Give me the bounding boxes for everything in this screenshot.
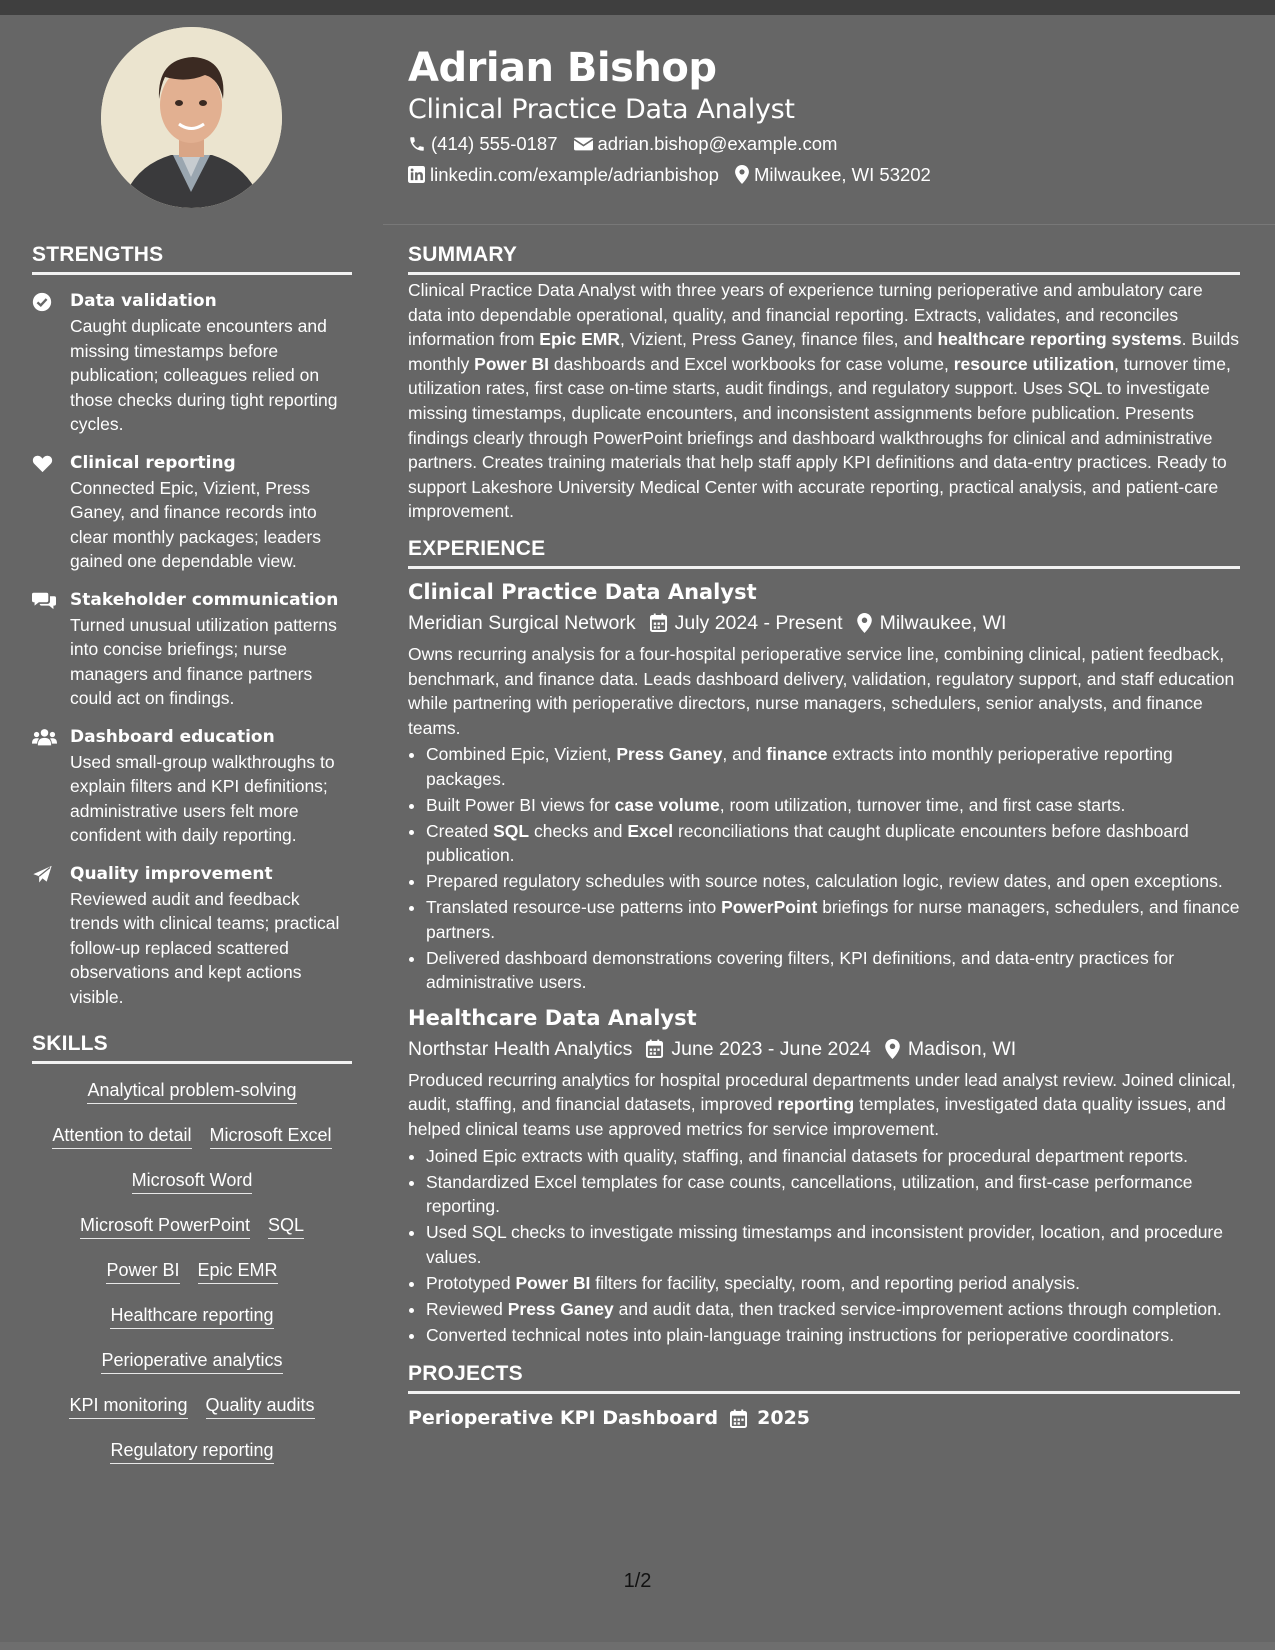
text-run: Prototyped (426, 1272, 516, 1293)
project-year: 2025 (757, 1407, 811, 1430)
text-run: Joined Epic extracts with quality, staffing, and financial datasets for procedural department reports. (426, 1145, 1188, 1166)
bold-keyword: PowerPoint (721, 897, 818, 918)
text-run: extracts into monthly perioperative reporting packages. (426, 744, 1173, 789)
strength-desc: Reviewed audit and feedback trends with clinical teams; practical follow-up replaced scattered observations and kept actions visible. (70, 888, 340, 1007)
envelope-icon (574, 136, 593, 152)
text-run: briefings for nurse managers, schedulers, and finance partners. (426, 897, 1240, 942)
calendar-icon (650, 613, 667, 632)
job-entry (408, 1003, 1240, 1347)
bold-keyword: SQL (493, 820, 530, 841)
job-bullet (426, 1220, 1240, 1269)
text-run: Standardized Excel templates for case counts, cancellations, utilization, and first-case performance reporting. (426, 1171, 1193, 1217)
job-bullet (426, 946, 1240, 995)
candidate-title: Clinical Practice Data Analyst (408, 94, 795, 125)
summary-heading: SUMMARY (408, 243, 518, 266)
phone-text: (414) 555-0187 (431, 133, 558, 154)
skill-tag: Attention to detail (52, 1123, 191, 1149)
strength-item (32, 725, 352, 848)
linkedin-contact[interactable] (408, 159, 719, 190)
job-title: Healthcare Data Analyst (408, 1005, 697, 1030)
calendar-icon (646, 1039, 663, 1058)
job-company: Northstar Health Analytics (408, 1037, 633, 1060)
text-run: Produced recurring analytics for hospital procedural departments under lead analyst review. Joined clinical, audit, staffing, and financial datasets, improved (408, 1069, 1236, 1115)
linkedin-icon (408, 166, 425, 183)
bold-keyword: resource utilization (953, 353, 1115, 374)
job-description (408, 642, 1240, 740)
text-run: Created (426, 820, 494, 841)
bold-keyword: finance (766, 744, 828, 765)
top-bar (0, 0, 1275, 15)
bold-keyword: Excel (627, 820, 674, 841)
bold-keyword: case volume (614, 794, 720, 815)
job-dates: July 2024 - Present (650, 607, 843, 639)
heart-icon (32, 454, 53, 473)
text-run: Converted technical notes into plain-language training instructions for perioperative coordinators. (426, 1324, 1175, 1345)
skill-row (32, 1168, 352, 1213)
job-bullet (426, 895, 1240, 944)
job-title: Clinical Practice Data Analyst (408, 579, 757, 604)
bold-keyword: Power BI (474, 353, 550, 374)
job-entry (408, 577, 1240, 995)
candidate-name: Adrian Bishop (408, 45, 717, 91)
skills-heading: SKILLS (32, 1032, 108, 1055)
comments-icon (32, 591, 56, 610)
skill-tag: SQL (268, 1213, 304, 1239)
strength-item (32, 862, 352, 1010)
skill-tag: Microsoft Excel (210, 1123, 332, 1149)
text-run: Clinical Practice Data Analyst with three years of experience turning perioperative and ambulatory care data into dependable operational, quality, and financial reporting. Extracts, validates, and reconciles information from (408, 280, 1203, 350)
projects-rule (408, 1391, 1240, 1394)
skills-list (32, 1078, 352, 1483)
job-meta (408, 1033, 1240, 1065)
job-bullet (426, 742, 1240, 791)
strength-item (32, 588, 352, 711)
job-bullet (426, 1271, 1240, 1296)
text-run: templates, investigated data quality issues, and helped clinical teams use approved metrics for service improvement. (408, 1094, 1226, 1139)
job-description (408, 1068, 1240, 1142)
project-title: Perioperative KPI Dashboard (408, 1407, 719, 1430)
skill-row (32, 1123, 352, 1168)
email-contact[interactable] (574, 128, 838, 159)
skill-row (32, 1213, 352, 1258)
job-dates: June 2023 - June 2024 (646, 1033, 871, 1065)
job-company: Meridian Surgical Network (408, 611, 636, 634)
skill-tag: Healthcare reporting (110, 1303, 273, 1329)
job-bullets (408, 742, 1240, 995)
strength-title: Dashboard education (70, 726, 275, 747)
phone-icon (408, 135, 426, 153)
bold-keyword: healthcare reporting systems (937, 329, 1182, 350)
text-run: reconciliations that caught duplicate encounters before dashboard publication. (426, 820, 1189, 866)
footer-strip (0, 1642, 1275, 1650)
bold-keyword: Press Ganey (507, 1298, 614, 1319)
skill-tag: Epic EMR (198, 1258, 278, 1284)
text-run: Built Power BI views for (426, 794, 615, 815)
bold-keyword: Press Ganey (616, 744, 723, 765)
bold-keyword: reporting (777, 1094, 855, 1115)
job-bullet (426, 1170, 1240, 1219)
text-run: and audit data, then tracked service-improvement actions through completion. (613, 1298, 1222, 1319)
skill-row (32, 1078, 352, 1123)
skills-rule (32, 1061, 352, 1064)
strengths-list (32, 289, 352, 1009)
profile-photo (101, 27, 282, 208)
text-run: Owns recurring analysis for a four-hospital perioperative service line, combining clinical, patient feedback, benchmark, and finance data. Leads dashboard delivery, validation, regulatory support, and staff education while partnering with perioperative directors, nurse managers, schedulers, senior analysts, and finance teams. (408, 643, 1235, 738)
email-text: adrian.bishop@example.com (597, 133, 838, 154)
text-run: , turnover time, utilization rates, first case on-time starts, audit findings, and regulatory support. Uses SQL to investigate missing timestamps, duplicate encounters, and inconsistent assignments before publication. Presents findings clearly through PowerPoint briefings and dashboard walkthroughs for clinical and administrative partners. Creates training materials that help staff apply KPI definitions and data-entry practices. Ready to support Lakeshore University Medical Center with accurate reporting, practical analysis, and patient-care improvement. (408, 353, 1231, 522)
skill-tag: Regulatory reporting (110, 1438, 273, 1464)
experience-rule (408, 566, 1240, 569)
text-run: , Vizient, Press Ganey, finance files, and (620, 329, 938, 350)
left-column (32, 240, 352, 1483)
page-number: 1/2 (623, 1570, 652, 1592)
job-bullet (426, 1323, 1240, 1348)
experience-heading: EXPERIENCE (408, 536, 546, 560)
text-run: Delivered dashboard demonstrations covering filters, KPI definitions, and data-entry practices for administrative users. (426, 947, 1175, 993)
skill-tag: Quality audits (206, 1393, 315, 1419)
linkedin-text: linkedin.com/example/adrianbishop (430, 164, 719, 185)
job-location: Madison, WI (885, 1033, 1016, 1065)
text-run: Prepared regulatory schedules with source notes, calculation logic, review dates, and open exceptions. (426, 871, 1223, 892)
strength-desc: Used small-group walkthroughs to explain filters and KPI definitions; administrative users felt more confident with daily reporting. (70, 751, 335, 845)
strength-title: Quality improvement (70, 863, 273, 884)
bold-keyword: Power BI (515, 1272, 591, 1293)
strength-desc: Caught duplicate encounters and missing timestamps before publication; colleagues relied on those checks during tight reporting cycles. (70, 316, 338, 434)
map-marker-icon (735, 165, 749, 184)
skill-tag: Power BI (106, 1258, 179, 1284)
skill-tag: KPI monitoring (69, 1393, 187, 1419)
strength-item (32, 289, 352, 437)
strength-item (32, 451, 352, 574)
skill-row (32, 1303, 352, 1348)
summary-text (408, 278, 1240, 524)
text-run: Combined Epic, Vizient, (426, 744, 617, 765)
skill-tag: Microsoft Word (132, 1168, 253, 1194)
header (408, 44, 1228, 190)
job-meta (408, 607, 1240, 639)
phone-contact[interactable] (408, 128, 558, 159)
paper-plane-icon (32, 865, 53, 885)
job-bullet (426, 793, 1240, 818)
summary-rule (408, 272, 1240, 275)
users-icon (32, 728, 57, 746)
strength-title: Stakeholder communication (70, 589, 339, 610)
text-run: , and (722, 744, 767, 765)
jobs-list (408, 577, 1240, 1347)
location-text: Milwaukee, WI 53202 (753, 164, 931, 185)
map-marker-icon (857, 613, 872, 633)
skill-tag: Perioperative analytics (101, 1348, 282, 1374)
skill-tag: Microsoft PowerPoint (80, 1213, 250, 1239)
skill-row (32, 1348, 352, 1393)
job-bullet (426, 819, 1240, 868)
job-bullet (426, 1144, 1240, 1169)
strength-title: Clinical reporting (70, 452, 236, 473)
skill-tag: Analytical problem-solving (87, 1078, 296, 1104)
job-location: Milwaukee, WI (857, 607, 1007, 639)
skill-row (32, 1393, 352, 1438)
contact-row-1 (408, 128, 1228, 159)
text-run: , room utilization, turnover time, and first case starts. (719, 794, 1126, 815)
header-divider (383, 224, 1275, 225)
strengths-heading: STRENGTHS (32, 243, 164, 266)
text-run: Used SQL checks to investigate missing timestamps and inconsistent provider, location, and procedure values. (426, 1222, 1223, 1267)
job-bullet (426, 869, 1240, 894)
strengths-rule (32, 272, 352, 275)
strength-desc: Connected Epic, Vizient, Press Ganey, and finance records into clear monthly packages; leaders gained one dependable view. (70, 477, 321, 571)
contact-row-2 (408, 159, 1228, 190)
text-run: . Builds monthly (408, 329, 1239, 374)
project-item (408, 1404, 1240, 1432)
text-run: dashboards and Excel workbooks for case volume, (549, 353, 954, 374)
text-run: Translated resource-use patterns into (426, 897, 722, 918)
projects-heading: PROJECTS (408, 1362, 523, 1386)
text-run: filters for facility, specialty, room, and reporting period analysis. (590, 1272, 1080, 1293)
check-circle-icon (32, 292, 52, 312)
calendar-icon (730, 1409, 747, 1428)
job-bullet (426, 1297, 1240, 1322)
right-column (408, 240, 1240, 1432)
text-run: checks and (529, 820, 628, 841)
strength-title: Data validation (70, 291, 217, 311)
skill-row (32, 1258, 352, 1303)
strength-desc: Turned unusual utilization patterns into concise briefings; nurse managers and finance partners could act on findings. (70, 614, 337, 708)
skill-row (32, 1438, 352, 1483)
location-contact (735, 159, 931, 190)
map-marker-icon (885, 1039, 900, 1059)
bold-keyword: Epic EMR (539, 329, 621, 350)
job-bullets (408, 1144, 1240, 1348)
text-run: Reviewed (426, 1298, 508, 1319)
